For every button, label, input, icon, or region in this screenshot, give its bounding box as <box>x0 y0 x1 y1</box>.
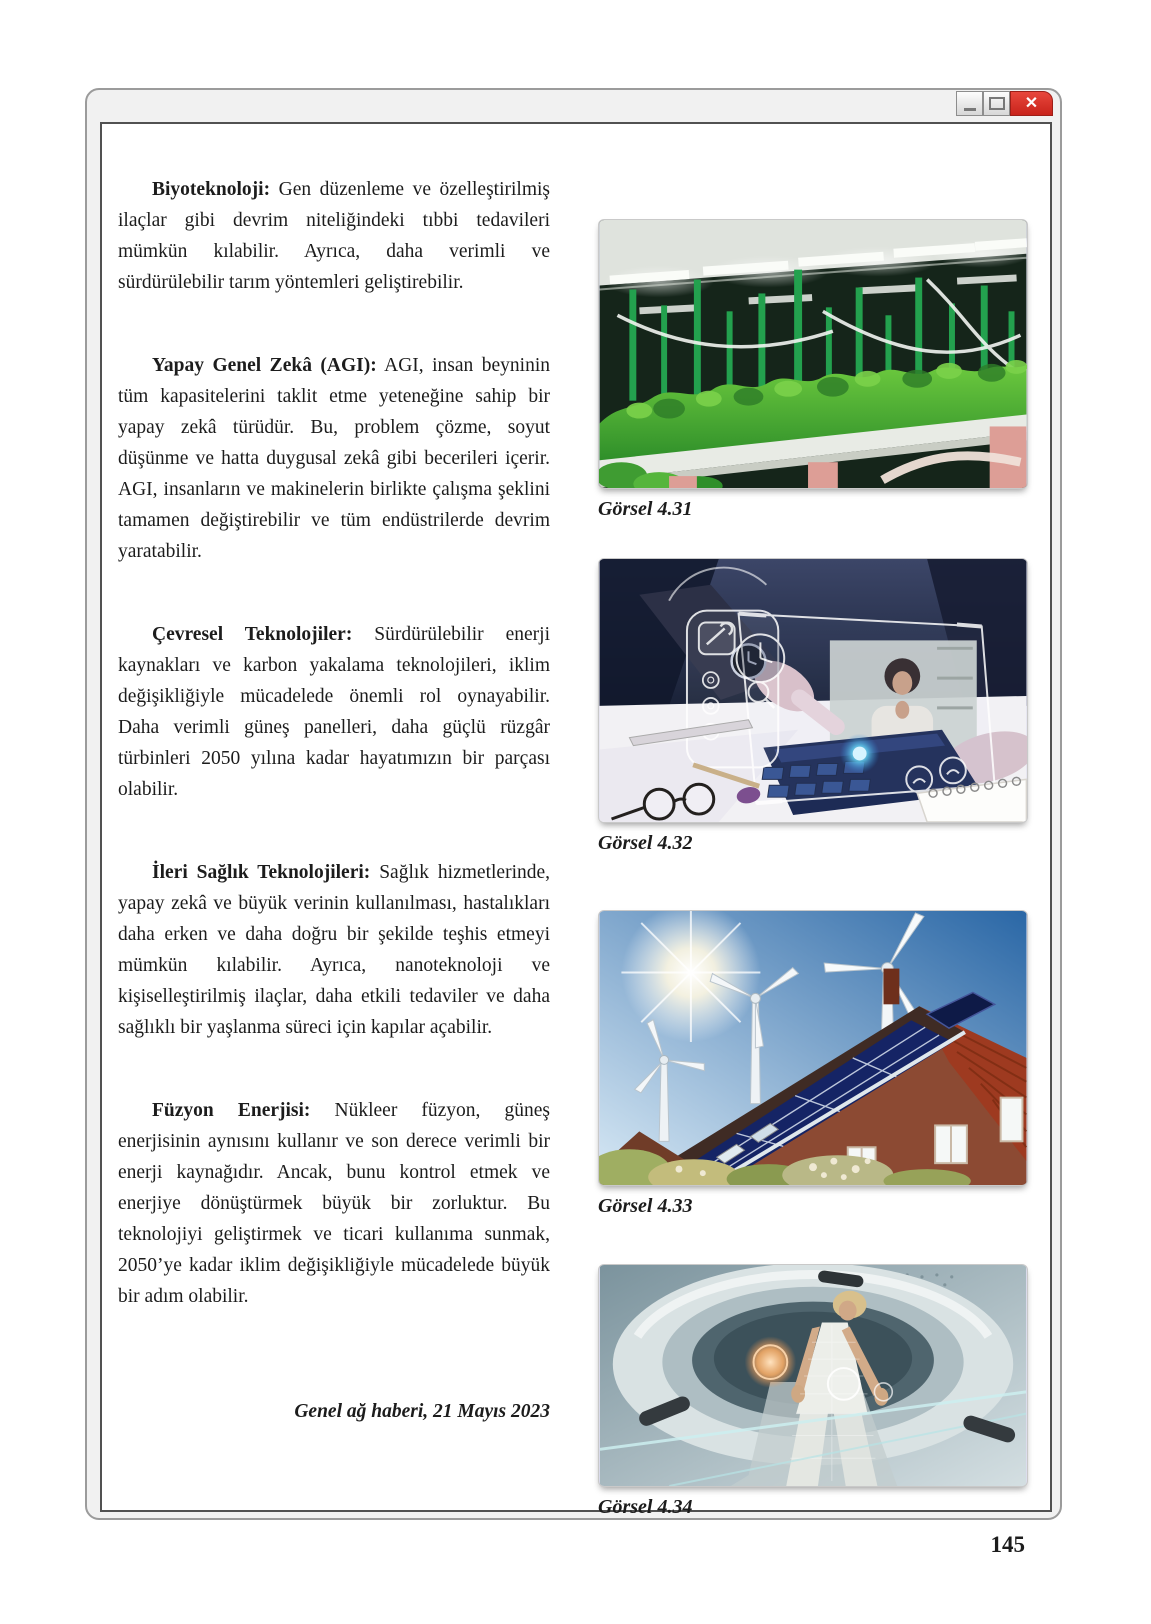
text-column <box>118 174 550 1510</box>
paragraph-body: AGI, insan beyninin tüm kapasitelerini taklit etme yeteneğine sahip bir yapay zekâ türüdür. Bu, problem çözme, soyut düşünme ve hatta duygusal zekâ gibi becerileri içerir. AGI, insanların ve makinelerin birlikte çalışma şeklini tamamen değiştirebilir ve tüm endüstrilerde devrim yaratabilir. <box>118 355 550 562</box>
paragraph-yapay-genel-zeka <box>118 350 550 567</box>
figure-caption: Görsel 4.33 <box>598 1195 693 1217</box>
figure-4-34 <box>598 1264 1028 1519</box>
paragraph-lead: Yapay Genel Zekâ (AGI): <box>152 355 377 376</box>
solar-house-image <box>598 910 1028 1186</box>
paragraph-biyoteknoloji <box>118 174 550 298</box>
paragraph-lead: İleri Sağlık Teknolojileri: <box>152 862 371 883</box>
close-icon: ✕ <box>1024 94 1039 112</box>
window <box>85 88 1062 1520</box>
paragraph-body: Nükleer füzyon, güneş enerjisinin aynısını kullanır ve son derece verimli bir enerji kaynağıdır. Ancak, bunu kontrol etmek ve enerjiye dönüştürmek büyük bir zorluktur. Bu teknolojiyi geliştirmek ve ticari kullanıma sunmak, 2050’ye kadar iklim değişikliğiyle mücadelede büyük bir adım olabilir. <box>118 1100 551 1307</box>
paragraph-fuzyon-enerjisi <box>118 1095 550 1312</box>
minimize-icon <box>964 108 976 111</box>
hologram-desk-image <box>598 558 1028 823</box>
source-attribution: Genel ağ haberi, 21 Mayıs 2023 <box>294 1401 550 1422</box>
vertical-farm-image <box>598 219 1028 489</box>
paragraph-body: Sağlık hizmetlerinde, yapay zekâ ve büyük verinin kullanılması, hastalıkları daha erken ve daha doğru bir şekilde teşhis etmeyi mümkün kılabilir. Ayrıca, nanoteknoloji ve kişiselleştirilmiş ilaçlar, daha etkili tedaviler ve daha sağlıklı bir yaşlanma süreci için kapılar açabilir. <box>118 862 551 1038</box>
content-area <box>100 122 1052 1518</box>
paragraph-body: Gen düzenleme ve özelleştirilmiş ilaçlar gibi devrim niteliğindeki tıbbi tedavileri mümkün kılabilir. Ayrıca, daha verimli ve sürdürülebilir tarım yöntemleri geliştirebilir. <box>118 179 551 293</box>
close-button[interactable] <box>1010 91 1053 116</box>
figure-caption: Görsel 4.34 <box>598 1496 693 1518</box>
minimize-button[interactable] <box>956 91 983 116</box>
paragraph-lead: Çevresel Teknolojiler: <box>152 624 353 645</box>
figure-4-33 <box>598 910 1028 1218</box>
paragraph-cevresel-teknolojiler <box>118 619 550 805</box>
figure-4-32 <box>598 558 1028 855</box>
paragraph-lead: Biyoteknoloji: <box>152 179 271 200</box>
paragraph-ileri-saglik <box>118 857 550 1043</box>
figure-column <box>598 174 1028 1518</box>
ct-scanner-image <box>598 1264 1028 1487</box>
figure-caption: Görsel 4.31 <box>598 498 693 520</box>
page-number: 145 <box>990 1532 1025 1557</box>
paragraph-lead: Füzyon Enerjisi: <box>152 1100 311 1121</box>
maximize-icon <box>989 97 1005 110</box>
window-controls <box>956 91 1053 116</box>
figure-caption: Görsel 4.32 <box>598 832 693 854</box>
figure-4-31 <box>598 219 1028 521</box>
maximize-button[interactable] <box>983 91 1010 116</box>
paragraph-body: Sürdürülebilir enerji kaynakları ve karbon yakalama teknolojileri, iklim değişikliğiyle mücadelede önemli rol oynayabilir. Daha verimli güneş panelleri, daha güçlü rüzgâr türbinleri 2050 yılına kadar hayatımızın bir parçası olabilir. <box>118 624 550 800</box>
